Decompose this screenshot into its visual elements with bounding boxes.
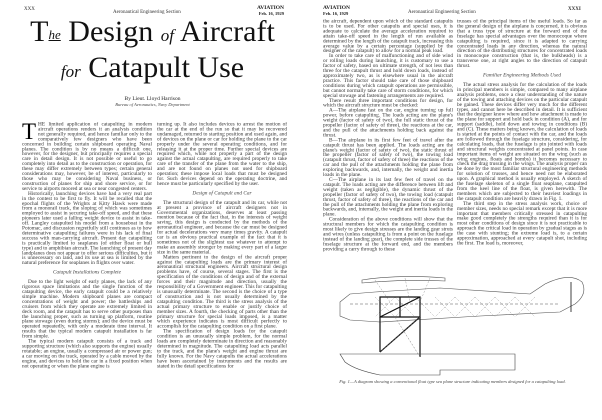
title-for: for — [60, 62, 81, 81]
paragraph: trusses of the principal items of the useful loads. So far as the general design of the airplane is concerned, it is obvious that a truss type of structure at the forward end of the fuselage has special advantages over the monocoque where catapulting is required, since it is adapted to carrying concentrated loads in any direction, whereas the natural direction of the distributing structures for concentrated loads in monocoque construction (that is, the bulkheads) is a transverse one, at right angles to the direction of catapult thrust. — [457, 19, 587, 69]
seaplane-structure-diagram — [320, 272, 590, 378]
page-number-right: XXXI — [568, 7, 581, 12]
paragraph: Matters pertinent to the design of the aircraft proper against the catapulting loads are the primary interest of aeronautical structural engineers. Aircraft structural design problems have, of course, several stages. The first is the specification of the conditions of design and of the external forces and their magnitude and direction, usually the responsibility of a Government engineer. This for catapulting is unusually determinate. The second is the choice of a type of construction and is not usually determined by the catapulting condition. The third is the stress analysis of the actual primary structure to enable or justify choice of member sizes. A fourth, the checking of parts other than the primary structure for special loads imposed, is a matter which experience indicates is most difficult perfectly to accomplish for the catapulting condition on a first plane. — [157, 254, 287, 330]
issue-date: Feb. 16, 1929 — [323, 11, 349, 16]
paragraph: In order to take care of malfunctioning and of side wind or rolling loads during launching, it is customary to use a factor of safety, based on ultimate strength, of not less than three for the catapult thrust and hold down loads, instead of approximately two, as is elsewhere usual in the aircraft practice. This factor should take care of those shipboard conditions during which catapult operations are permissible, but cannot normally take care of storm conditions, for which special stowage and fastening arrangements are required. — [323, 53, 453, 99]
paragraph: There result three important conditions for design, for which the aircraft structure must be checked: — [323, 97, 453, 109]
issue-date: Feb. 16, 1929 — [258, 11, 284, 16]
paragraph: Due to the light weight of early planes, the lack of any rigorous space limitations and the single function of the catapulting device, the early catapult could be a relatively simple machine. Modern shipboard planes are compact concentrations of weight and power; the battleships and cruisers from which they operate are extremely limited in deck room, and the catapult has to serve other purposes than the launching proper, such as turning up platform, routine plane stowage (even during storms); and the device must be operated repeatedly, with only a moderate time interval. It results that the typical modern catapult installation is far from simple. — [22, 279, 152, 340]
condition-c: C—The airplane in its last few feet of travel on the catapult. The loads acting are the difference between lift and weight (taken as negligible), the dynamic thrust of the propeller (factor of safety of two), the towing load (catapult thrust, factor of safety of three), the reactions of the car and the pull of the attachments holding the plane from exploring backwards, and, internally, the weight and inertia loads in the plane. — [323, 177, 453, 218]
drop-cap: T — [22, 122, 37, 144]
paragraph: The actual stress analysis for the calculation of the loads in principal members is simple, compared to many airplane analysis problems, once a clear understanding of the nature of the towing and attaching devices on the particular catapult be gained. These devices differ very much for the different types, and cannot here be described in detail. It is sufficient that the designer know where and how attachment is made to the plane for support and hold back in condition (A), and for support (saddle), hold down and towing in conditions (B) and (C). These matters being known, the calculation of loads is started at the points of contact with the car, and the loads are followed through the fuselage structure, considering, for calculating loads, that the fuselage is pin jointed with loads and structural weights concentrated at panel points. In case important items of weight are situated on the wing (such as wing engines, floats and bombs) it becomes necessary to check the drag trussing in the wings. The analysis proper can be done by the most familiar structural engineering methods for solution of trusses, and hence need not be elaborated upon. A graphical method is usually employed. A sketch of the fuselage skeleton of a single float seaplane, catapulted from the keel line of the float, is given herewith. The members which are subjected to their heaviest loadings in the catapult condition are heavily drawn in Fig. 1. — [457, 81, 587, 202]
section-header-left: Aeronautical Engineering Section — [113, 10, 181, 15]
title-aircraft: Aircraft — [179, 15, 275, 48]
condition-b: B—The airplane in its first few feet of travel after the catapult thrust has been applied. The loads acting are the plane's weight (factor of safety of two), the static thrust of the propeller (factor of safety of two), the towing load (catapult thrust, factor of safety of three) the reactions of the car and the pull of the attachments holding the plane from exploring backwards, and, internally, the weight and inertia loads in the plane. — [323, 137, 453, 178]
page-number-left: XXX — [24, 7, 35, 12]
condition-a: A—The airplane fast on the car, engine turning up full power, before catapulting. The loads acting are the plane's weight (factor of safety of two), the full static thrust of the propeller (factor of safety of three), the reactions at the car, and the pull of the attachments holding back against the thrust. — [323, 107, 453, 138]
paragraph: Historically, launching devices have had a very real part in the contest to be first to fly. It will be recalled that the epochal flights of the Wrights at Kitty Hawk were made from a monorail track, the sloping of which was sometimes employed to assist in securing take-off speed, and that these pioneers later used a falling weight device to assist in take-off. Langley catapulted his model from a houseboat in the Potomac, and discussion regretfully still continues as to how determinative catapulting failures were in his lack of final success with man-carrying aircraft. Present day catapulting is practically limited to seaplanes (of either float or hull type) and to amphibian aircraft. The launching of present day landplanes does not appear to offer serious difficulties, but it is unnecessary on land, and its use at sea is limited by the natural preference for seaplanes in flights over water. — [22, 190, 152, 266]
float-outline — [340, 354, 515, 375]
figure-caption: Fig. 1—A diagram showing a conventional float type sea plane structure indicating members designed for a catapulting load. — [339, 379, 566, 384]
byline: By Lieut. Lloyd Harrison — [124, 96, 181, 102]
text-column-4 — [457, 19, 590, 271]
paragraph: turning up. It also includes devices to arrest the motion of the car at the end of the run so that it may be recovered undamaged, returned to starting position and used again, and of devices on the plane or car for holding the plane to the car properly under the several operating conditions, and for releasing it at the proper time. Further special devices are required which, while not properly a part of the design against the actual catapulting, are required properly to take care of the transfer of the plane from the water to the ship, and are not found on planes not used for shipboard operation; these impose local loads that must be designed for. Such devices depend on the operating doctrine, and hence must be particularly specified by the user. — [157, 122, 287, 187]
upper-wing — [362, 276, 445, 283]
author-affiliation: Bureau of Aeronautics, Navy Department — [115, 102, 190, 107]
text-column-1 — [22, 122, 152, 398]
text-column-3 — [323, 19, 456, 271]
paragraph: The structural design of the catapult and its car, while not at present a province of aircraft designers not in Governmental organizations, deserves at least passing mention because of the fact that, in the interests of weight saving, this design is conducted by the methods of the aeronautical engineer, and because the car must be designed for actual decelerations very many times gravity. A catapult car is an obvious practical example of the fact that it is sometimes not of the slightest use whatever to attempt to make an assembly stronger by making every part of a larger size in the same material. — [157, 199, 287, 255]
paragraph: The third step in the stress analysis work, choice of member sizes, needs no special remark except that it is more important that members critically stressed in catapulting make good completely the strengths required than it is for most other conditions of design since it is not practicable to approach the critical load in operation by gradual stages as is the case with stunting; the extreme load is, to a certain approximation, approached at every catapult shot, including the first. The load is, moreover, — [457, 200, 587, 246]
title-design: Design — [68, 15, 154, 48]
heavy-members — [380, 297, 420, 357]
magazine-name: AVIATION — [323, 5, 350, 11]
paragraph: The specification of design loads for the catapult condition is an unusually simple problem, for the normal loads are completely determinate in direction and reasonably determined in magnitude. The catapulting load acts parallel to the track, and the plane's weight and engine thrust are fully known. For the Navy catapults the actual accelerations have been ascertained by instruments and the results are stated in the detail specifications for — [157, 328, 287, 369]
paragraph: Consideration of the above conditions will show that the structural members for which the catapulting condition is most likely to give design stresses are the landing gear struts and wires (unless catapulting is from a point on the fuselage instead of the landing gear), the complete side trusses of the fuselage structure at the forward end, and the members providing a carry through to these — [323, 216, 453, 252]
section-heading: Design of Catapult and Car — [192, 190, 252, 196]
article-title-line1 — [30, 16, 275, 52]
magazine-name: AVIATION — [257, 5, 284, 11]
text-column-2 — [157, 122, 288, 398]
paragraph: the aircraft, dependent upon which of the standard catapults is to be used. For other catapults and special uses, it is adequate to calculate the average acceleration required to attain take-off speed in the length of run available as determined by the length of the catapult track, increasing this average value by a certain percentage (supplied by the designer of the catapult) to allow for a normal peak load. — [323, 19, 453, 54]
title-the-he: he — [48, 27, 61, 42]
title-of: of — [160, 26, 175, 45]
section-heading: Catapult Installations Complete — [53, 269, 121, 276]
section-header-right: Aeronautical Engineering Section — [408, 10, 476, 15]
magazine-date-right — [323, 6, 367, 16]
paragraph: The typical modern catapult consists of a track and supporting structure (which also supports the engine) usually rotatable; an engine, usually a compressed air or power gun; a car moving on the track, operated by a cable moved by the engine, and devices to hold the car in a fixed position when not operating or when the plane engine is — [22, 338, 152, 369]
paragraph: HE limited application of catapulting in modern aircraft operations renders it an analysis condition not generally required, and hence familiar only to the comparatively few designers who have been concerned in building certain shipboard operating Naval planes. The condition is by no means a difficult one, however, for the designer, but principally requires a special care in detail design. It is not possible or useful to go completely into detail as to the construction or operation, for these may differ extremely between types; certain general considerations may, however, be of interest, particularly to those who may be considering Naval business, or construction of planes for ship and shore service, or for service to airports moored at sea or near congested centers. — [22, 122, 152, 192]
title-catapult-use: Catapult Use — [88, 51, 245, 84]
title-the-T: T — [30, 15, 49, 48]
section-heading: Familiar Engineering Methods Used — [482, 72, 562, 79]
article-title-line2 — [30, 52, 275, 88]
